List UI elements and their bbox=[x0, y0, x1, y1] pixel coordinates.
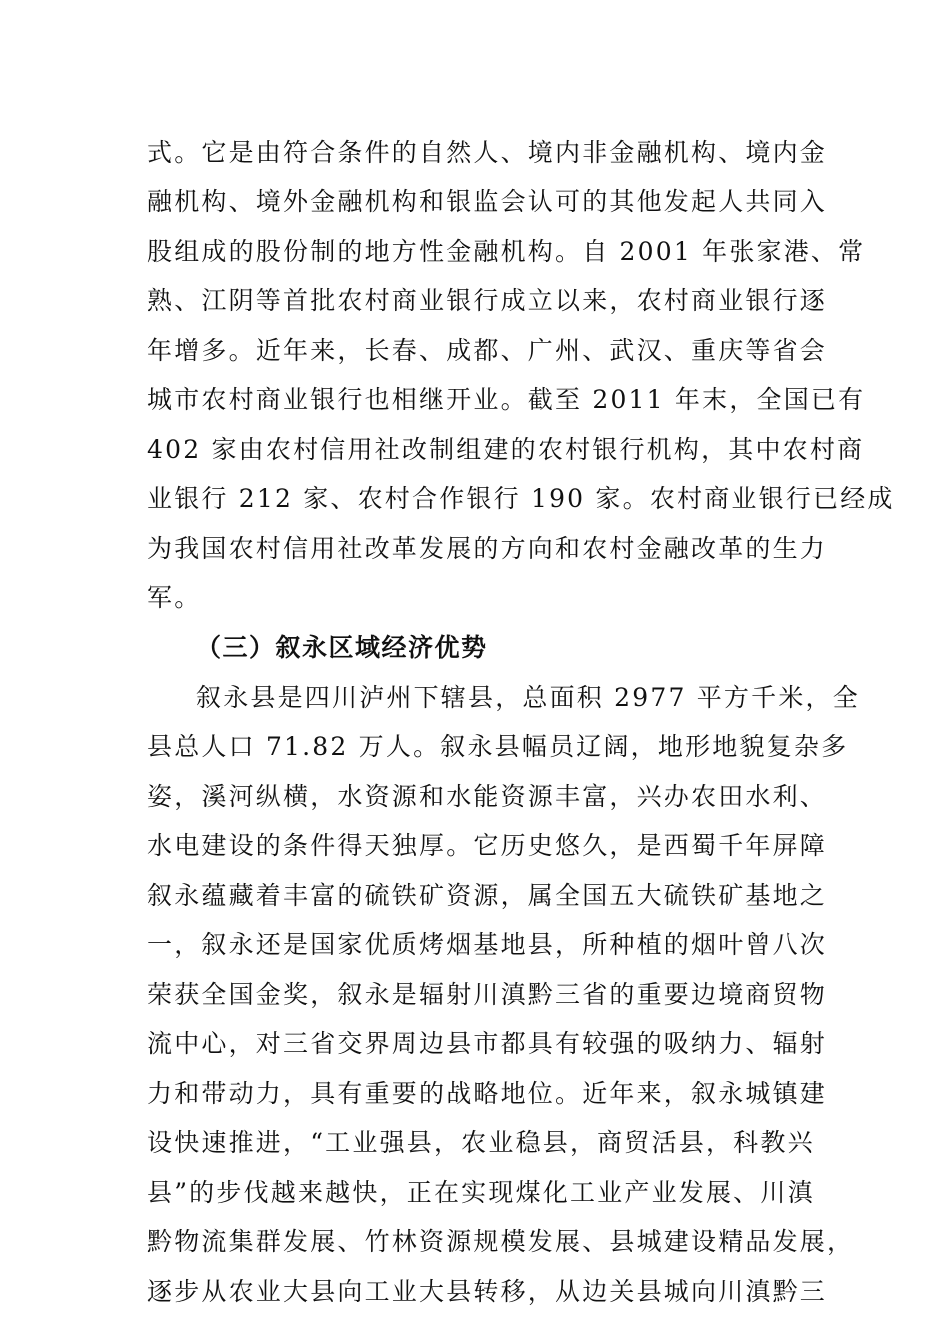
paragraph-2-line-11: 县”的步伐越来越快，正在实现煤化工业产业发展、川滇 bbox=[147, 1178, 815, 1207]
paragraph-1-line-2: 融机构、境外金融机构和银监会认可的其他发起人共同入 bbox=[147, 187, 828, 216]
paragraph-1-line-5: 年增多。近年来，长春、成都、广州、武汉、重庆等省会 bbox=[147, 336, 828, 365]
paragraph-2-line-12: 黔物流集群发展、竹林资源规模发展、县城建设精品发展， bbox=[147, 1227, 855, 1256]
paragraph-2-line-8: 流中心，对三省交界周边县市都具有较强的吸纳力、辐射 bbox=[147, 1029, 828, 1058]
paragraph-1-line-4: 熟、江阴等首批农村商业银行成立以来，农村商业银行逐 bbox=[147, 286, 828, 315]
paragraph-2-line-9: 力和带动力，具有重要的战略地位。近年来，叙永城镇建 bbox=[147, 1079, 828, 1108]
paragraph-1-line-8: 业银行 212 家、农村合作银行 190 家。农村商业银行已经成 bbox=[147, 484, 895, 513]
paragraph-2-line-6: 一，叙永还是国家优质烤烟基地县，所种植的烟叶曾八次 bbox=[147, 930, 828, 959]
paragraph-1-line-9: 为我国农村信用社改革发展的方向和农村金融改革的生力 bbox=[147, 534, 828, 563]
paragraph-1-line-10: 军。 bbox=[147, 583, 202, 612]
paragraph-2-line-7: 荣获全国金奖，叙永是辐射川滇黔三省的重要边境商贸物 bbox=[147, 980, 828, 1009]
paragraph-1-line-1: 式。它是由符合条件的自然人、境内非金融机构、境内金 bbox=[147, 138, 828, 167]
paragraph-1-line-3: 股组成的股份制的地方性金融机构。自 2001 年张家港、常 bbox=[147, 237, 866, 266]
paragraph-1-line-7: 402 家由农村信用社改制组建的农村银行机构，其中农村商 bbox=[147, 435, 865, 464]
paragraph-2-line-13: 逐步从农业大县向工业大县转移，从边关县城向川滇黔三 bbox=[147, 1277, 828, 1306]
paragraph-2-line-4: 水电建设的条件得天独厚。它历史悠久，是西蜀千年屏障 bbox=[147, 831, 828, 860]
paragraph-2-line-2: 县总人口 71.82 万人。叙永县幅员辽阔，地形地貌复杂多 bbox=[147, 732, 849, 761]
paragraph-2-line-1: 叙永县是四川泸州下辖县，总面积 2977 平方千米，全 bbox=[196, 683, 860, 712]
paragraph-2-line-10: 设快速推进，“工业强县，农业稳县，商贸活县，科教兴 bbox=[147, 1128, 815, 1157]
section-heading: （三）叙永区域经济优势 bbox=[196, 633, 488, 662]
paragraph-1-line-6: 城市农村商业银行也相继开业。截至 2011 年末，全国已有 bbox=[147, 385, 866, 414]
paragraph-2-line-5: 叙永蕴藏着丰富的硫铁矿资源，属全国五大硫铁矿基地之 bbox=[147, 881, 828, 910]
paragraph-2-line-3: 姿，溪河纵横，水资源和水能资源丰富，兴办农田水利、 bbox=[147, 782, 828, 811]
